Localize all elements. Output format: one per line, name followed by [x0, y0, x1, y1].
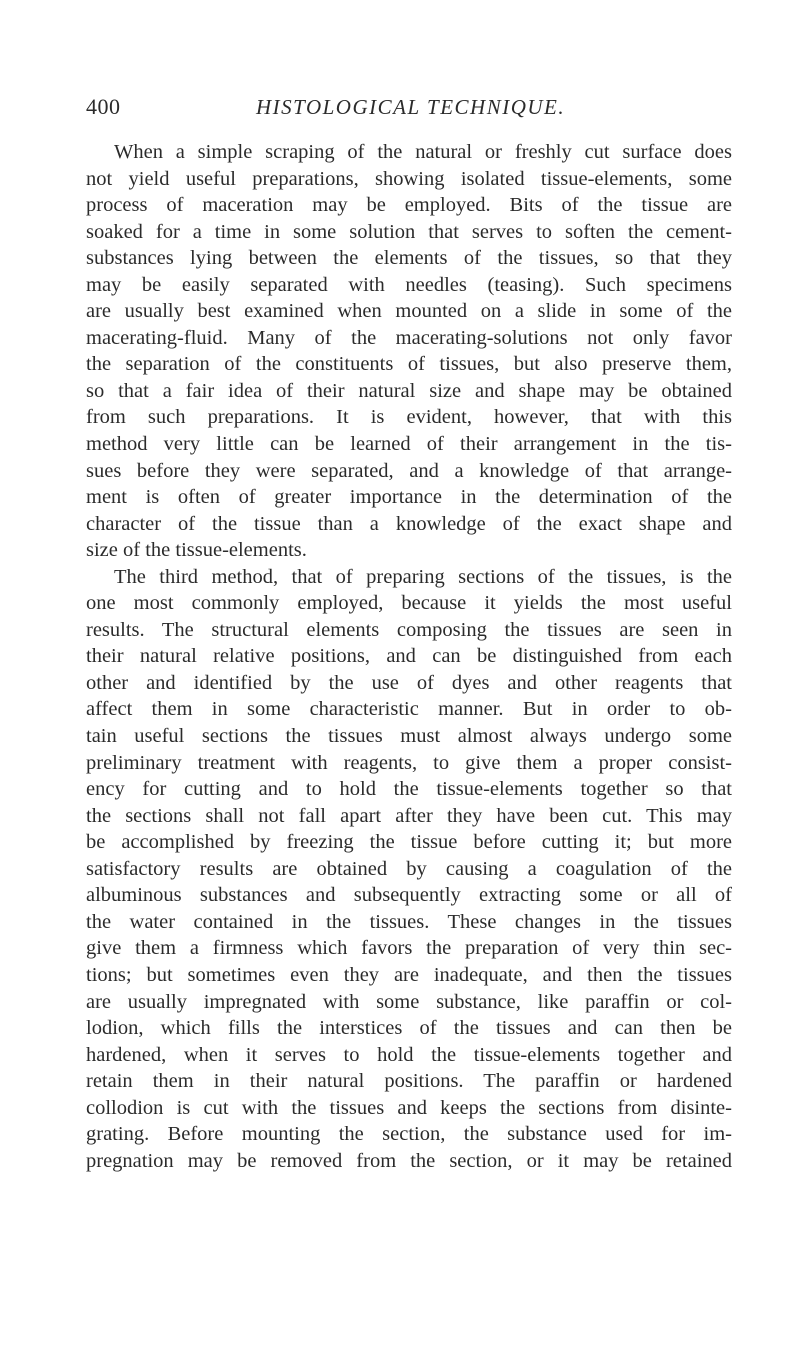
text-line: satisfactory results are obtained by causing a coagulation of the — [86, 857, 732, 880]
text-line: macerating-fluid. Many of the macerating-solutions not only favor — [86, 326, 732, 349]
text-line: soaked for a time in some solution that serves to soften the cement- — [86, 220, 732, 243]
text-line: give them a firmness which favors the preparation of very thin sec- — [86, 937, 732, 960]
text-line: so that a fair idea of their natural size and shape may be obtained — [86, 379, 732, 402]
text-line: retain them in their natural positions. The paraffin or hardened — [86, 1070, 732, 1093]
text-line: are usually best examined when mounted on a slide in some of the — [86, 300, 732, 323]
body-text — [86, 139, 732, 1174]
text-line: their natural relative positions, and can be distinguished from each — [86, 645, 732, 668]
text-line: the sections shall not fall apart after they have been cut. This may — [86, 804, 732, 827]
text-line: sues before they were separated, and a knowledge of that arrange- — [86, 459, 732, 482]
text-line: tions; but sometimes even they are inadequate, and then the tissues — [86, 963, 732, 986]
text-line: from such preparations. It is evident, however, that with this — [86, 406, 732, 429]
text-line: ment is often of greater importance in the determination of the — [86, 486, 732, 509]
text-line: tain useful sections the tissues must almost always undergo some — [86, 725, 732, 748]
running-head: HISTOLOGICAL TECHNIQUE. — [256, 95, 566, 119]
text-line: size of the tissue-elements. — [86, 539, 307, 562]
text-line: ency for cutting and to hold the tissue-elements together so that — [86, 778, 732, 801]
text-line: method very little can be learned of their arrangement in the tis- — [86, 433, 732, 456]
text-line: may be easily separated with needles (teasing). Such specimens — [86, 273, 732, 296]
page-header — [86, 92, 726, 126]
text-line: pregnation may be removed from the section, or it may be retained — [86, 1149, 732, 1172]
text-line: affect them in some characteristic manner. But in order to ob- — [86, 698, 732, 721]
text-line: When a simple scraping of the natural or freshly cut surface does — [114, 141, 732, 163]
text-line: hardened, when it serves to hold the tissue-elements together and — [86, 1043, 732, 1066]
text-line: grating. Before mounting the section, the substance used for im- — [86, 1123, 732, 1146]
text-line: preliminary treatment with reagents, to give them a proper consist- — [86, 751, 732, 774]
page-number: 400 — [86, 94, 121, 119]
text-line: results. The structural elements composing the tissues are seen in — [86, 618, 732, 641]
text-line: substances lying between the elements of the tissues, so that they — [86, 247, 732, 270]
text-line: character of the tissue than a knowledge of the exact shape and — [86, 512, 732, 535]
text-line: lodion, which fills the interstices of the tissues and can then be — [86, 1017, 732, 1040]
text-line: collodion is cut with the tissues and keeps the sections from disinte- — [86, 1096, 732, 1119]
text-line: be accomplished by freezing the tissue before cutting it; but more — [86, 831, 732, 854]
text-line: process of maceration may be employed. Bits of the tissue are — [86, 194, 732, 217]
text-line: not yield useful preparations, showing isolated tissue-elements, some — [86, 167, 732, 190]
text-line: are usually impregnated with some substance, like paraffin or col- — [86, 990, 732, 1013]
text-line: one most commonly employed, because it yields the most useful — [86, 592, 732, 615]
text-line: the separation of the constituents of tissues, but also preserve them, — [86, 353, 732, 376]
text-line: The third method, that of preparing sections of the tissues, is the — [114, 565, 732, 588]
text-line: albuminous substances and subsequently extracting some or all of — [86, 884, 732, 907]
text-line: the water contained in the tissues. These changes in the tissues — [86, 910, 732, 933]
text-line: other and identified by the use of dyes and other reagents that — [86, 671, 732, 694]
